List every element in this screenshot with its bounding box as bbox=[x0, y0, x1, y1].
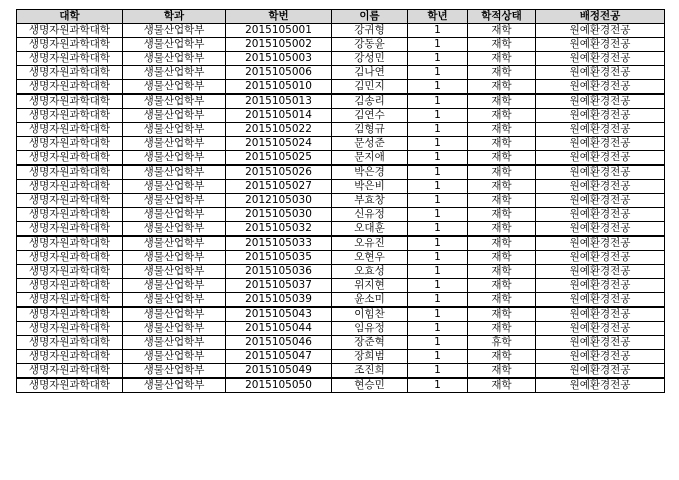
department-cell: 생물산업학부 bbox=[123, 66, 226, 80]
status-cell: 재학 bbox=[468, 123, 536, 137]
table-row bbox=[17, 336, 665, 350]
status-cell: 재학 bbox=[468, 251, 536, 265]
year-cell: 1 bbox=[408, 208, 468, 222]
student-id-cell: 2015105027 bbox=[226, 180, 332, 194]
status-cell: 재학 bbox=[468, 165, 536, 180]
college-cell: 생명자원과학대학 bbox=[17, 38, 123, 52]
college-cell: 생명자원과학대학 bbox=[17, 194, 123, 208]
student-id-cell: 2015105003 bbox=[226, 52, 332, 66]
year-cell: 1 bbox=[408, 151, 468, 166]
name-cell: 박은비 bbox=[332, 180, 408, 194]
status-cell: 재학 bbox=[468, 80, 536, 95]
department-cell: 생물산업학부 bbox=[123, 222, 226, 237]
name-cell: 문지애 bbox=[332, 151, 408, 166]
status-cell: 재학 bbox=[468, 137, 536, 151]
year-cell: 1 bbox=[408, 378, 468, 393]
status-cell: 재학 bbox=[468, 180, 536, 194]
status-cell: 재학 bbox=[468, 322, 536, 336]
name-cell: 장준혁 bbox=[332, 336, 408, 350]
student-id-cell: 2012105030 bbox=[226, 194, 332, 208]
major-cell: 원예환경전공 bbox=[536, 52, 665, 66]
major-cell: 원예환경전공 bbox=[536, 307, 665, 322]
student-id-cell: 2015105036 bbox=[226, 265, 332, 279]
college-cell: 생명자원과학대학 bbox=[17, 66, 123, 80]
year-cell: 1 bbox=[408, 336, 468, 350]
year-cell: 1 bbox=[408, 251, 468, 265]
name-cell: 문성준 bbox=[332, 137, 408, 151]
year-cell: 1 bbox=[408, 293, 468, 308]
student-id-cell: 2015105014 bbox=[226, 109, 332, 123]
department-cell: 생물산업학부 bbox=[123, 364, 226, 379]
table-row bbox=[17, 293, 665, 308]
college-cell: 생명자원과학대학 bbox=[17, 109, 123, 123]
student-id-cell: 2015105010 bbox=[226, 80, 332, 95]
header-student-id: 학번 bbox=[226, 10, 332, 24]
student-id-cell: 2015105032 bbox=[226, 222, 332, 237]
student-id-cell: 2015105043 bbox=[226, 307, 332, 322]
student-id-cell: 2015105037 bbox=[226, 279, 332, 293]
college-cell: 생명자원과학대학 bbox=[17, 293, 123, 308]
department-cell: 생물산업학부 bbox=[123, 165, 226, 180]
table-row bbox=[17, 322, 665, 336]
department-cell: 생물산업학부 bbox=[123, 38, 226, 52]
year-cell: 1 bbox=[408, 94, 468, 109]
name-cell: 오현우 bbox=[332, 251, 408, 265]
college-cell: 생명자원과학대학 bbox=[17, 180, 123, 194]
status-cell: 휴학 bbox=[468, 336, 536, 350]
year-cell: 1 bbox=[408, 307, 468, 322]
major-cell: 원예환경전공 bbox=[536, 38, 665, 52]
table-row bbox=[17, 137, 665, 151]
name-cell: 위지현 bbox=[332, 279, 408, 293]
table-row bbox=[17, 38, 665, 52]
table-row bbox=[17, 236, 665, 251]
status-cell: 재학 bbox=[468, 364, 536, 379]
department-cell: 생물산업학부 bbox=[123, 236, 226, 251]
college-cell: 생명자원과학대학 bbox=[17, 151, 123, 166]
table-row bbox=[17, 123, 665, 137]
student-id-cell: 2015105044 bbox=[226, 322, 332, 336]
college-cell: 생명자원과학대학 bbox=[17, 307, 123, 322]
table-row bbox=[17, 279, 665, 293]
name-cell: 임유정 bbox=[332, 322, 408, 336]
major-cell: 원예환경전공 bbox=[536, 265, 665, 279]
department-cell: 생물산업학부 bbox=[123, 350, 226, 364]
student-id-cell: 2015105030 bbox=[226, 208, 332, 222]
status-cell: 재학 bbox=[468, 307, 536, 322]
student-id-cell: 2015105039 bbox=[226, 293, 332, 308]
department-cell: 생물산업학부 bbox=[123, 322, 226, 336]
college-cell: 생명자원과학대학 bbox=[17, 350, 123, 364]
student-id-cell: 2015105035 bbox=[226, 251, 332, 265]
name-cell: 윤소미 bbox=[332, 293, 408, 308]
status-cell: 재학 bbox=[468, 194, 536, 208]
major-cell: 원예환경전공 bbox=[536, 180, 665, 194]
student-id-cell: 2015105013 bbox=[226, 94, 332, 109]
major-cell: 원예환경전공 bbox=[536, 80, 665, 95]
status-cell: 재학 bbox=[468, 279, 536, 293]
name-cell: 김송리 bbox=[332, 94, 408, 109]
table-row bbox=[17, 151, 665, 166]
name-cell: 김나연 bbox=[332, 66, 408, 80]
student-id-cell: 2015105049 bbox=[226, 364, 332, 379]
status-cell: 재학 bbox=[468, 52, 536, 66]
name-cell: 현승민 bbox=[332, 378, 408, 393]
college-cell: 생명자원과학대학 bbox=[17, 80, 123, 95]
college-cell: 생명자원과학대학 bbox=[17, 265, 123, 279]
name-cell: 김형규 bbox=[332, 123, 408, 137]
year-cell: 1 bbox=[408, 265, 468, 279]
year-cell: 1 bbox=[408, 350, 468, 364]
department-cell: 생물산업학부 bbox=[123, 279, 226, 293]
year-cell: 1 bbox=[408, 322, 468, 336]
department-cell: 생물산업학부 bbox=[123, 194, 226, 208]
status-cell: 재학 bbox=[468, 151, 536, 166]
college-cell: 생명자원과학대학 bbox=[17, 378, 123, 393]
college-cell: 생명자원과학대학 bbox=[17, 94, 123, 109]
year-cell: 1 bbox=[408, 80, 468, 95]
year-cell: 1 bbox=[408, 24, 468, 38]
year-cell: 1 bbox=[408, 236, 468, 251]
major-cell: 원예환경전공 bbox=[536, 66, 665, 80]
department-cell: 생물산업학부 bbox=[123, 80, 226, 95]
department-cell: 생물산업학부 bbox=[123, 94, 226, 109]
student-id-cell: 2015105033 bbox=[226, 236, 332, 251]
name-cell: 박은경 bbox=[332, 165, 408, 180]
department-cell: 생물산업학부 bbox=[123, 251, 226, 265]
table-row bbox=[17, 24, 665, 38]
college-cell: 생명자원과학대학 bbox=[17, 52, 123, 66]
status-cell: 재학 bbox=[468, 236, 536, 251]
status-cell: 재학 bbox=[468, 265, 536, 279]
student-id-cell: 2015105022 bbox=[226, 123, 332, 137]
department-cell: 생물산업학부 bbox=[123, 265, 226, 279]
header-college: 대학 bbox=[17, 10, 123, 24]
table-row bbox=[17, 265, 665, 279]
table-row bbox=[17, 165, 665, 180]
year-cell: 1 bbox=[408, 364, 468, 379]
status-cell: 재학 bbox=[468, 24, 536, 38]
status-cell: 재학 bbox=[468, 38, 536, 52]
college-cell: 생명자원과학대학 bbox=[17, 236, 123, 251]
major-cell: 원예환경전공 bbox=[536, 279, 665, 293]
name-cell: 오대훈 bbox=[332, 222, 408, 237]
name-cell: 조진희 bbox=[332, 364, 408, 379]
college-cell: 생명자원과학대학 bbox=[17, 364, 123, 379]
department-cell: 생물산업학부 bbox=[123, 24, 226, 38]
header-row bbox=[17, 10, 665, 24]
year-cell: 1 bbox=[408, 38, 468, 52]
year-cell: 1 bbox=[408, 194, 468, 208]
major-cell: 원예환경전공 bbox=[536, 24, 665, 38]
name-cell: 신유정 bbox=[332, 208, 408, 222]
name-cell: 강성민 bbox=[332, 52, 408, 66]
table-row bbox=[17, 66, 665, 80]
department-cell: 생물산업학부 bbox=[123, 336, 226, 350]
major-cell: 원예환경전공 bbox=[536, 165, 665, 180]
college-cell: 생명자원과학대학 bbox=[17, 336, 123, 350]
college-cell: 생명자원과학대학 bbox=[17, 165, 123, 180]
major-cell: 원예환경전공 bbox=[536, 208, 665, 222]
department-cell: 생물산업학부 bbox=[123, 52, 226, 66]
name-cell: 부효창 bbox=[332, 194, 408, 208]
year-cell: 1 bbox=[408, 52, 468, 66]
student-id-cell: 2015105024 bbox=[226, 137, 332, 151]
year-cell: 1 bbox=[408, 222, 468, 237]
major-cell: 원예환경전공 bbox=[536, 123, 665, 137]
major-cell: 원예환경전공 bbox=[536, 251, 665, 265]
name-cell: 오유진 bbox=[332, 236, 408, 251]
department-cell: 생물산업학부 bbox=[123, 293, 226, 308]
student-id-cell: 2015105050 bbox=[226, 378, 332, 393]
status-cell: 재학 bbox=[468, 208, 536, 222]
department-cell: 생물산업학부 bbox=[123, 151, 226, 166]
table-row bbox=[17, 251, 665, 265]
major-cell: 원예환경전공 bbox=[536, 378, 665, 393]
year-cell: 1 bbox=[408, 180, 468, 194]
header-major: 배정전공 bbox=[536, 10, 665, 24]
major-cell: 원예환경전공 bbox=[536, 236, 665, 251]
status-cell: 재학 bbox=[468, 293, 536, 308]
major-cell: 원예환경전공 bbox=[536, 293, 665, 308]
status-cell: 재학 bbox=[468, 222, 536, 237]
name-cell: 오효성 bbox=[332, 265, 408, 279]
department-cell: 생물산업학부 bbox=[123, 180, 226, 194]
year-cell: 1 bbox=[408, 66, 468, 80]
major-cell: 원예환경전공 bbox=[536, 137, 665, 151]
college-cell: 생명자원과학대학 bbox=[17, 137, 123, 151]
table-row bbox=[17, 52, 665, 66]
table-row bbox=[17, 194, 665, 208]
table-row bbox=[17, 364, 665, 379]
college-cell: 생명자원과학대학 bbox=[17, 279, 123, 293]
table-row bbox=[17, 222, 665, 237]
table-row bbox=[17, 180, 665, 194]
name-cell: 장희범 bbox=[332, 350, 408, 364]
name-cell: 강귀형 bbox=[332, 24, 408, 38]
college-cell: 생명자원과학대학 bbox=[17, 208, 123, 222]
status-cell: 재학 bbox=[468, 94, 536, 109]
student-id-cell: 2015105001 bbox=[226, 24, 332, 38]
college-cell: 생명자원과학대학 bbox=[17, 24, 123, 38]
college-cell: 생명자원과학대학 bbox=[17, 222, 123, 237]
year-cell: 1 bbox=[408, 123, 468, 137]
student-id-cell: 2015105025 bbox=[226, 151, 332, 166]
header-year: 학년 bbox=[408, 10, 468, 24]
name-cell: 김민지 bbox=[332, 80, 408, 95]
student-id-cell: 2015105046 bbox=[226, 336, 332, 350]
year-cell: 1 bbox=[408, 109, 468, 123]
name-cell: 강동윤 bbox=[332, 38, 408, 52]
header-department: 학과 bbox=[123, 10, 226, 24]
department-cell: 생물산업학부 bbox=[123, 137, 226, 151]
status-cell: 재학 bbox=[468, 109, 536, 123]
year-cell: 1 bbox=[408, 279, 468, 293]
table-row bbox=[17, 350, 665, 364]
major-cell: 원예환경전공 bbox=[536, 194, 665, 208]
student-id-cell: 2015105026 bbox=[226, 165, 332, 180]
student-id-cell: 2015105002 bbox=[226, 38, 332, 52]
status-cell: 재학 bbox=[468, 66, 536, 80]
table-row bbox=[17, 94, 665, 109]
major-cell: 원예환경전공 bbox=[536, 322, 665, 336]
major-cell: 원예환경전공 bbox=[536, 222, 665, 237]
header-name: 이름 bbox=[332, 10, 408, 24]
department-cell: 생물산업학부 bbox=[123, 109, 226, 123]
major-cell: 원예환경전공 bbox=[536, 350, 665, 364]
table-row bbox=[17, 378, 665, 393]
college-cell: 생명자원과학대학 bbox=[17, 251, 123, 265]
status-cell: 재학 bbox=[468, 378, 536, 393]
table-row bbox=[17, 80, 665, 95]
table-row bbox=[17, 109, 665, 123]
table-row bbox=[17, 307, 665, 322]
year-cell: 1 bbox=[408, 165, 468, 180]
department-cell: 생물산업학부 bbox=[123, 208, 226, 222]
student-id-cell: 2015105006 bbox=[226, 66, 332, 80]
year-cell: 1 bbox=[408, 137, 468, 151]
department-cell: 생물산업학부 bbox=[123, 378, 226, 393]
major-cell: 원예환경전공 bbox=[536, 151, 665, 166]
status-cell: 재학 bbox=[468, 350, 536, 364]
department-cell: 생물산업학부 bbox=[123, 123, 226, 137]
college-cell: 생명자원과학대학 bbox=[17, 123, 123, 137]
department-cell: 생물산업학부 bbox=[123, 307, 226, 322]
major-cell: 원예환경전공 bbox=[536, 336, 665, 350]
major-cell: 원예환경전공 bbox=[536, 94, 665, 109]
table-row bbox=[17, 208, 665, 222]
name-cell: 이힘찬 bbox=[332, 307, 408, 322]
student-id-cell: 2015105047 bbox=[226, 350, 332, 364]
major-cell: 원예환경전공 bbox=[536, 109, 665, 123]
college-cell: 생명자원과학대학 bbox=[17, 322, 123, 336]
header-status: 학적상태 bbox=[468, 10, 536, 24]
major-cell: 원예환경전공 bbox=[536, 364, 665, 379]
name-cell: 김연수 bbox=[332, 109, 408, 123]
student-table bbox=[16, 9, 665, 393]
